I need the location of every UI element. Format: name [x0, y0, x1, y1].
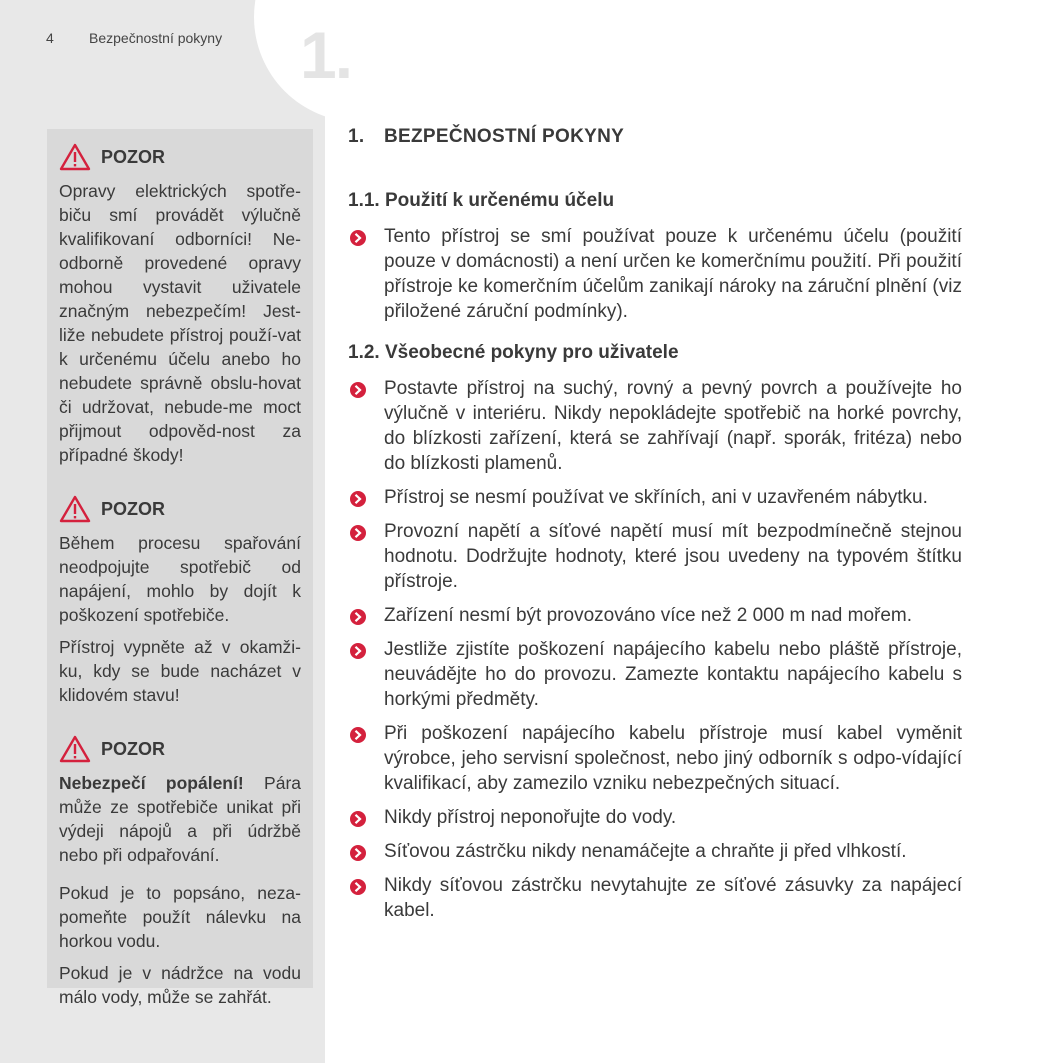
list-item: [348, 519, 962, 594]
chevron-bullet-icon: [350, 643, 366, 659]
chevron-bullet-icon: [350, 609, 366, 625]
chevron-bullet-icon: [350, 845, 366, 861]
warning-triangle-icon: [59, 735, 91, 763]
warning-text: Přístroj vypněte až v okamži-ku, kdy se bude nacházet v klidovém stavu!: [59, 637, 301, 705]
running-header: Bezpečnostní pokyny: [89, 30, 223, 46]
warning-title: [59, 493, 301, 525]
chevron-bullet-icon: [350, 230, 366, 246]
section-title: BEZPEČNOSTNÍ POKYNY: [384, 126, 625, 147]
list-item-text: Jestliže zjistíte poškození napájecího kabelu nebo pláště přístroje, neuvádějte ho do provozu. Zamezte kontaktu napájecího kabelu s horkými předměty.: [384, 639, 962, 710]
warning-triangle-icon: [59, 495, 91, 523]
list-item-text: Při poškození napájecího kabelu přístroje musí kabel vyměnit výrobce, jeho servisní společnost, nebo jiný odborník s odpo-vídající kvalifikací, aby zamezilo vzniku nebezpečných situací.: [384, 723, 962, 794]
warning-title: [59, 733, 301, 765]
list-item-text: Postavte přístroj na suchý, rovný a pevný povrch a používejte ho výlučně v interiéru. Nikdy nepokládejte spotřebič na horké povrchy, do blízkosti zařízení, která se zahřívají (např. sporák, fritéza) nebo do blízkosti plamenů.: [384, 378, 962, 474]
warning-title: [59, 141, 301, 173]
chevron-bullet-icon: [350, 491, 366, 507]
chapter-number: 1.: [300, 18, 352, 92]
subsection-heading: 1.1. Použití k určenému účelu: [348, 190, 615, 211]
chevron-bullet-icon: [350, 879, 366, 895]
warning-block: [59, 493, 301, 707]
list-item-text: Nikdy přístroj neponořujte do vody.: [384, 807, 677, 828]
list-item-text: Tento přístroj se smí používat pouze k určenému účelu (použití pouze v domácnosti) a není určen ke komerčnímu použití. Při použití přístroje ke komerčním účelům zanikají nároky na záruční plnění (viz přiložené záruční podmínky).: [384, 226, 962, 322]
warning-text: Pokud je v nádržce na vodu málo vody, může se zahřát.: [59, 963, 301, 1007]
warning-label: POZOR: [101, 146, 166, 167]
list-item: [348, 839, 962, 864]
subsection-heading: 1.2. Všeobecné pokyny pro uživatele: [348, 342, 679, 363]
warning-block: [59, 141, 301, 467]
list-item-text: Zařízení nesmí být provozováno více než 2 000 m nad mořem.: [384, 605, 913, 626]
list-item: [348, 873, 962, 923]
warning-label: POZOR: [101, 498, 166, 519]
chevron-bullet-icon: [350, 811, 366, 827]
warning-text: Během procesu spařování neodpojujte spotřebič od napájení, mohlo by dojít k poškození spotřebiče.: [59, 533, 301, 625]
list-item: [348, 485, 962, 510]
warning-text: Pokud je to popsáno, neza-pomeňte použít nálevku na horkou vodu.: [59, 883, 301, 951]
list-item: [348, 637, 962, 712]
warning-triangle-icon: [59, 143, 91, 171]
bullet-list: [348, 224, 962, 324]
chevron-bullet-icon: [350, 727, 366, 743]
list-item-text: Přístroj se nesmí používat ve skříních, ani v uzavřeném nábytku.: [384, 487, 928, 508]
section-heading: [348, 126, 962, 148]
list-item: [348, 603, 962, 628]
warning-lead-rest: Pára může ze spotřebiče unikat při výdeji nápojů a při údržbě nebo při odpařování.: [59, 773, 301, 865]
chevron-bullet-icon: [350, 525, 366, 541]
list-item: [348, 376, 962, 476]
list-item: [348, 224, 962, 324]
page-number: 4: [46, 30, 54, 46]
section-number: 1.: [348, 126, 365, 147]
warning-text: Opravy elektrických spotře-biču smí provádět výlučně kvalifikovaní odborníci! Ne-odborně provedené opravy mohou vystavit uživatele značným nebezpečím! Jest-liže nebudete přístroj použí-vat k určenému účelu anebo ho nebudete správně obslu-hovat či udržovat, nebude-me moct přijmout odpověd-nost za případné škody!: [59, 181, 301, 465]
bullet-list: [348, 376, 962, 923]
list-item-text: Nikdy síťovou zástrčku nevytahujte ze síťové zásuvky za napájecí kabel.: [384, 875, 962, 921]
warning-sidebar: [47, 129, 313, 1007]
list-item: [348, 805, 962, 830]
chevron-bullet-icon: [350, 382, 366, 398]
warning-text: [59, 771, 301, 867]
main-content: [348, 126, 962, 941]
list-item-text: Síťovou zástrčku nikdy nenamáčejte a chraňte ji před vlhkostí.: [384, 841, 907, 862]
warning-block: [59, 733, 301, 1009]
list-item: [348, 721, 962, 796]
warning-label: POZOR: [101, 738, 166, 759]
list-item-text: Provozní napětí a síťové napětí musí mít bezpodmínečně stejnou hodnotu. Dodržujte hodnoty, které jsou uvedeny na typovém štítku přístroje.: [384, 521, 962, 592]
warning-lead-bold: Nebezpečí popálení!: [59, 773, 244, 793]
